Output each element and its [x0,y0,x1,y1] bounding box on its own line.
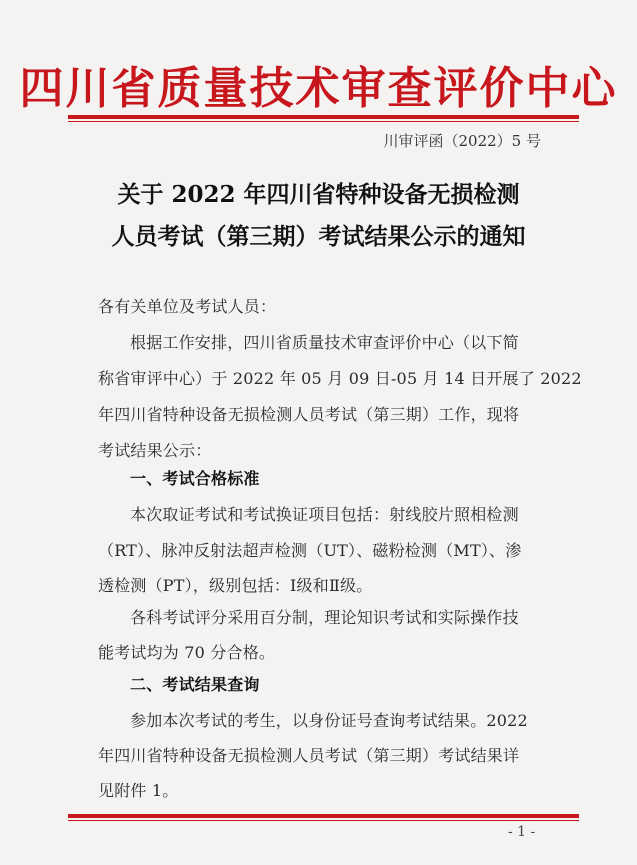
footer-rule-thin [68,820,579,821]
paragraph-4-line: 见附件 1。 [98,781,179,800]
paragraph-2-line: 本次取证考试和考试换证项目包括：射线胶片照相检测 [130,505,519,524]
letterhead-rule-thick [68,115,579,119]
paragraph-2-line: 透检测（PT），级别包括：Ⅰ级和Ⅱ级。 [98,576,373,595]
footer-rule-thick [68,814,579,818]
notice-title-line-2: 人员考试（第三期）考试结果公示的通知 [111,223,526,250]
paragraph-1-line: 年四川省特种设备无损检测人员考试（第三期）工作，现将 [98,405,520,424]
organization-letterhead: 四川省质量技术审查评价中心 [19,63,618,114]
section-2-heading: 二、考试结果查询 [130,675,260,694]
paragraph-3-line: 能考试均为 70 分合格。 [98,643,276,662]
salutation: 各有关单位及考试人员： [98,297,277,316]
paragraph-1-line: 考试结果公示： [98,441,212,460]
page-number: - 1 - [508,824,536,840]
letterhead-rule-thin [68,121,579,122]
paragraph-4-line: 参加本次考试的考生，以身份证号查询考试结果。2022 [130,711,528,730]
notice-title-line-1: 关于 2022 年四川省特种设备无损检测 [117,181,520,208]
document-number: 川审评函（2022）5 号 [383,132,541,150]
paragraph-1-line: 根据工作安排，四川省质量技术审查评价中心（以下简 [130,333,519,352]
paragraph-4-line: 年四川省特种设备无损检测人员考试（第三期）考试结果详 [98,746,520,765]
paragraph-1-line: 称省审评中心）于 2022 年 05 月 09 日-05 月 14 日开展了 2022 [98,369,582,388]
paragraph-2-line: （RT）、脉冲反射法超声检测（UT）、磁粉检测（MT）、渗 [98,541,522,560]
section-1-heading: 一、考试合格标准 [130,469,260,488]
paragraph-3-line: 各科考试评分采用百分制，理论知识考试和实际操作技 [130,608,519,627]
